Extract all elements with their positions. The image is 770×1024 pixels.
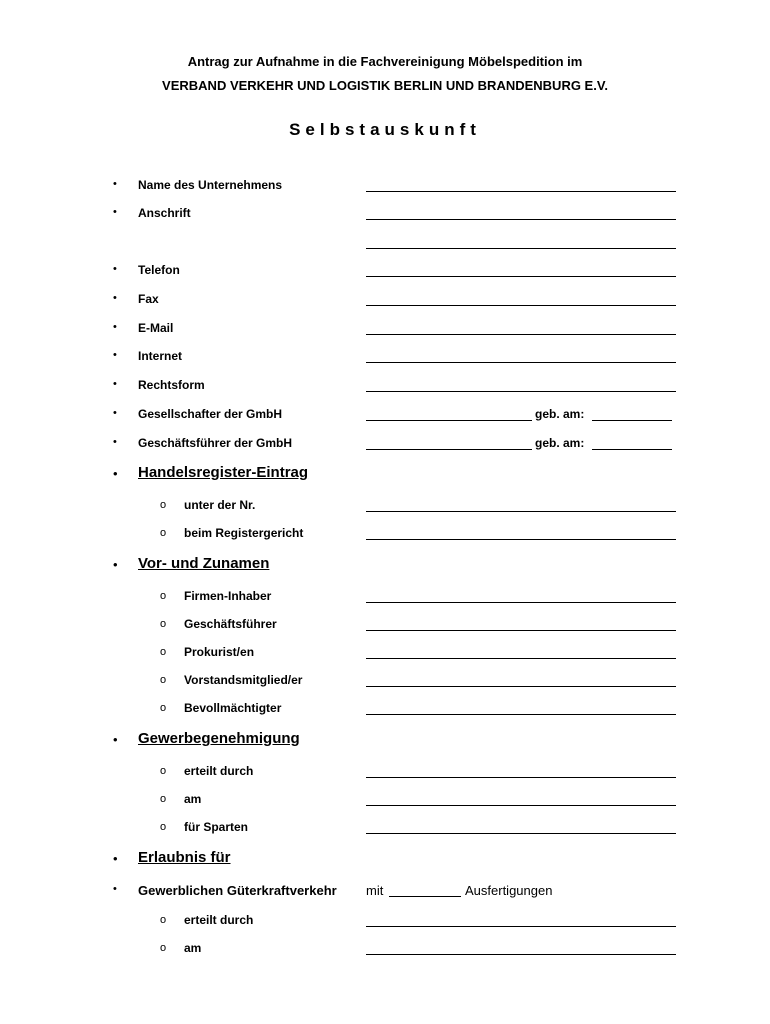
- bullet-icon: •: [113, 883, 117, 895]
- field-label: E-Mail: [138, 321, 174, 335]
- field-label: Firmen-Inhaber: [184, 589, 272, 603]
- gk-erteilt-input-line[interactable]: [366, 926, 676, 927]
- section-namen: [0, 557, 770, 577]
- gesellschafter-input-line[interactable]: [366, 420, 532, 421]
- field-label: Internet: [138, 349, 183, 363]
- gf-input-line[interactable]: [366, 630, 676, 631]
- bullet-icon: •: [113, 466, 118, 481]
- vorstand-input-line[interactable]: [366, 686, 676, 687]
- sub-bullet-icon: o: [160, 702, 167, 714]
- field-row-gewerbe-am: [0, 791, 770, 811]
- section-heading: Erlaubnis für: [138, 849, 231, 866]
- gewerbe-erteilt-input-line[interactable]: [366, 777, 676, 778]
- field-row-email: [0, 320, 770, 340]
- field-label: Name des Unternehmens: [138, 178, 283, 192]
- field-label: Rechtsform: [138, 378, 205, 392]
- bullet-icon: •: [113, 292, 117, 304]
- geb-am-label: geb. am:: [535, 436, 585, 450]
- section-heading: Gewerbegenehmigung: [138, 730, 300, 747]
- field-label: am: [184, 792, 202, 806]
- field-label: Geschäftsführer der GmbH: [138, 436, 293, 450]
- field-label: am: [184, 941, 202, 955]
- field-row-fax: [0, 291, 770, 311]
- fax-input-line[interactable]: [366, 305, 676, 306]
- field-row-anschrift-2: [0, 234, 770, 254]
- field-row-name: [0, 177, 770, 197]
- bullet-icon: •: [113, 178, 117, 190]
- field-row-gk-erteilt: [0, 912, 770, 932]
- anschrift-input-line-2[interactable]: [366, 248, 676, 249]
- bullet-icon: •: [113, 263, 117, 275]
- hr-nr-input-line[interactable]: [366, 511, 676, 512]
- field-label: unter der Nr.: [184, 498, 256, 512]
- sub-bullet-icon: o: [160, 821, 167, 833]
- bullet-icon: •: [113, 378, 117, 390]
- field-row-prokurist: [0, 644, 770, 664]
- ausfertigungen-label: Ausfertigungen: [465, 883, 553, 898]
- section-heading: Handelsregister-Eintrag: [138, 464, 309, 481]
- field-row-rechtsform: [0, 377, 770, 397]
- geschaeftsfuehrer-input-line[interactable]: [366, 449, 532, 450]
- field-row-hr-gericht: [0, 525, 770, 545]
- field-label: für Sparten: [184, 820, 249, 834]
- field-row-gk-am: [0, 940, 770, 960]
- inhaber-input-line[interactable]: [366, 602, 676, 603]
- bullet-icon: •: [113, 436, 117, 448]
- field-label: Prokurist/en: [184, 645, 255, 659]
- page-title: Selbstauskunft: [289, 120, 481, 139]
- email-input-line[interactable]: [366, 334, 676, 335]
- field-label: Gewerblichen Güterkraftverkehr: [138, 883, 337, 898]
- field-label: Fax: [138, 292, 159, 306]
- geb-am-label: geb. am:: [535, 407, 585, 421]
- field-label: Geschäftsführer: [184, 617, 277, 631]
- bullet-icon: •: [113, 557, 118, 572]
- section-handelsregister: [0, 466, 770, 486]
- field-label: Telefon: [138, 263, 180, 277]
- field-label: Bevollmächtigter: [184, 701, 282, 715]
- field-row-gueterkraft: [0, 882, 770, 902]
- gk-am-input-line[interactable]: [366, 954, 676, 955]
- section-heading: Vor- und Zunamen: [138, 555, 270, 572]
- field-row-internet: [0, 348, 770, 368]
- field-row-vorstand: [0, 672, 770, 692]
- field-label: beim Registergericht: [184, 526, 304, 540]
- sub-bullet-icon: o: [160, 590, 167, 602]
- field-row-gewerbe-erteilt: [0, 763, 770, 783]
- bullet-icon: •: [113, 321, 117, 333]
- gewerbe-am-input-line[interactable]: [366, 805, 676, 806]
- bullet-icon: •: [113, 851, 118, 866]
- field-row-gewerbe-sparten: [0, 819, 770, 839]
- gesellschafter-geb-input-line[interactable]: [592, 420, 672, 421]
- header-line-2: VERBAND VERKEHR UND LOGISTIK BERLIN UND BRANDENBURG E.V.: [162, 78, 608, 93]
- bullet-icon: •: [113, 206, 117, 218]
- anschrift-input-line-1[interactable]: [366, 219, 676, 220]
- rechtsform-input-line[interactable]: [366, 391, 676, 392]
- hr-gericht-input-line[interactable]: [366, 539, 676, 540]
- field-label: Anschrift: [138, 206, 191, 220]
- geschaeftsfuehrer-geb-input-line[interactable]: [592, 449, 672, 450]
- sub-bullet-icon: o: [160, 914, 167, 926]
- sub-bullet-icon: o: [160, 674, 167, 686]
- bevollmaechtigter-input-line[interactable]: [366, 714, 676, 715]
- gewerbe-sparten-input-line[interactable]: [366, 833, 676, 834]
- ausfertigungen-input-line[interactable]: [389, 896, 461, 897]
- field-label: erteilt durch: [184, 913, 254, 927]
- bullet-icon: •: [113, 349, 117, 361]
- mit-label: mit: [366, 883, 384, 898]
- sub-bullet-icon: o: [160, 527, 167, 539]
- field-row-bevollmaechtigter: [0, 700, 770, 720]
- section-erlaubnis: [0, 851, 770, 871]
- prokurist-input-line[interactable]: [366, 658, 676, 659]
- sub-bullet-icon: o: [160, 618, 167, 630]
- field-row-geschaeftsfuehrer: [0, 435, 770, 455]
- internet-input-line[interactable]: [366, 362, 676, 363]
- telefon-input-line[interactable]: [366, 276, 676, 277]
- sub-bullet-icon: o: [160, 646, 167, 658]
- field-row-hr-nr: [0, 497, 770, 517]
- section-gewerbe: [0, 732, 770, 752]
- bullet-icon: •: [113, 732, 118, 747]
- sub-bullet-icon: o: [160, 793, 167, 805]
- sub-bullet-icon: o: [160, 499, 167, 511]
- name-input-line[interactable]: [366, 191, 676, 192]
- field-row-gf: [0, 616, 770, 636]
- field-row-inhaber: [0, 588, 770, 608]
- bullet-icon: •: [113, 407, 117, 419]
- field-label: erteilt durch: [184, 764, 254, 778]
- field-label: Gesellschafter der GmbH: [138, 407, 283, 421]
- field-row-gesellschafter: [0, 406, 770, 426]
- field-row-anschrift: [0, 205, 770, 225]
- field-row-telefon: [0, 262, 770, 282]
- sub-bullet-icon: o: [160, 765, 167, 777]
- header-line-1: Antrag zur Aufnahme in die Fachvereinigung Möbelspedition im: [187, 54, 583, 69]
- field-label: Vorstandsmitglied/er: [184, 673, 303, 687]
- sub-bullet-icon: o: [160, 942, 167, 954]
